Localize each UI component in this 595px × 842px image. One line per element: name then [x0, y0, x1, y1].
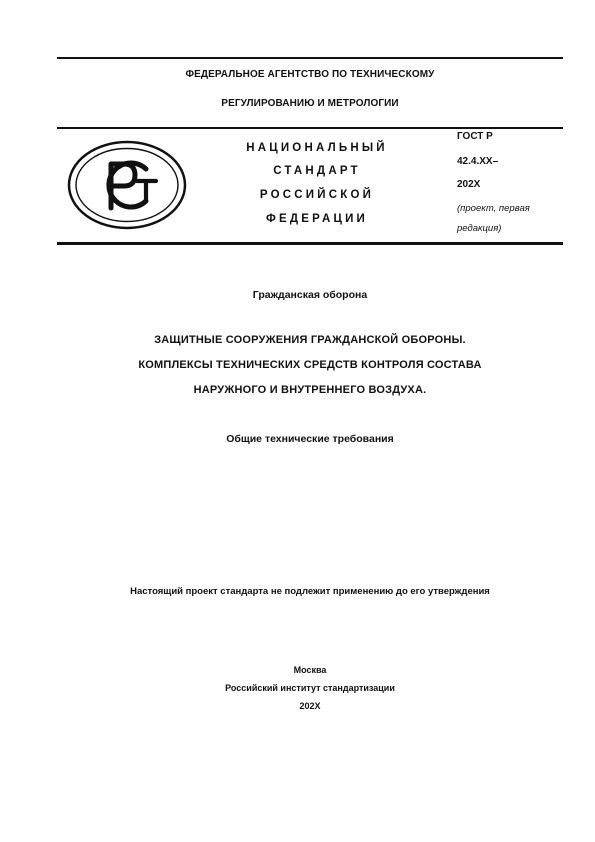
imprint-publisher: Российский институт стандартизации: [225, 683, 395, 693]
imprint-city: Москва: [293, 665, 327, 675]
document-title-line-3: НАРУЖНОГО И ВНУТРЕННЕГО ВОЗДУХА.: [193, 384, 427, 396]
gost-designation-line-2: 42.4.ХХ–: [457, 156, 499, 167]
top-rule: [57, 57, 563, 59]
agency-name-line-2: РЕГУЛИРОВАНИЮ И МЕТРОЛОГИИ: [221, 98, 399, 109]
national-standard-line-2: СТАНДАРТ: [273, 165, 361, 177]
agency-name-line-1: ФЕДЕРАЛЬНОЕ АГЕНТСТВО ПО ТЕХНИЧЕСКОМУ: [185, 69, 435, 80]
standard-field: Гражданская оборона: [252, 289, 368, 301]
document-title-line-2: КОМПЛЕКСЫ ТЕХНИЧЕСКИХ СРЕДСТВ КОНТРОЛЯ СОСТАВА: [138, 359, 482, 371]
gost-designation-line-3: 202Х: [457, 179, 481, 190]
national-standard-line-4: ФЕДЕРАЦИИ: [265, 213, 369, 225]
national-standard-line-3: РОССИЙСКОЙ: [259, 189, 375, 201]
draft-note-line-1: (проект, первая: [457, 203, 530, 214]
header-top-rule: [57, 127, 563, 129]
national-standard-line-1: НАЦИОНАЛЬНЫЙ: [246, 142, 388, 154]
gost-designation-line-1: ГОСТ Р: [457, 131, 493, 142]
imprint-year: 202Х: [299, 701, 321, 711]
document-subtitle: Общие технические требования: [226, 433, 394, 445]
document-title-line-1: ЗАЩИТНЫЕ СООРУЖЕНИЯ ГРАЖДАНСКОЙ ОБОРОНЫ.: [154, 334, 466, 346]
header-bottom-rule: [57, 242, 563, 245]
gost-r-seal-icon: [66, 139, 188, 231]
draft-notice: Настоящий проект стандарта не подлежит применению до его утверждения: [130, 586, 490, 597]
draft-note-line-2: редакция): [457, 223, 502, 234]
